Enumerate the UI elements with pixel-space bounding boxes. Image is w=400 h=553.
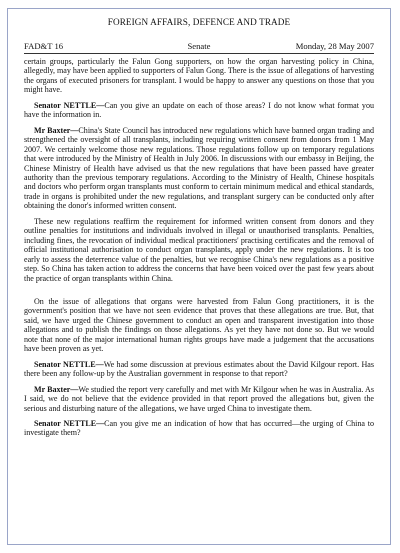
speaker-name: Mr Baxter— xyxy=(34,125,79,135)
transcript-paragraph xyxy=(24,360,374,379)
paragraph-text: We studied the report very carefully and met with Mr Kilgour when he was in Australia. As I said, we do not believe that the evidence provided in that report proved the allegations but, given the serious and disturbing nature of the allegations, we have urged China to investigate them. xyxy=(24,384,374,413)
paragraph-text: Can you give me an indication of how that has occurred—the urging of China to investigate them? xyxy=(24,418,374,438)
transcript-paragraph xyxy=(24,217,374,283)
transcript-paragraph xyxy=(24,57,374,95)
chamber-name: Senate xyxy=(187,41,211,51)
transcript-paragraph xyxy=(24,101,374,120)
speaker-name: Senator NETTLE— xyxy=(34,100,105,110)
speaker-name: Senator NETTLE— xyxy=(34,359,104,369)
paragraph-text: Can you give an update on each of those areas? I do not know what format you have the information in. xyxy=(24,100,374,120)
paragraph-text: certain groups, particularly the Falun Gong supporters, on how the organ harvesting policy in China, allegedly, may have been applied to supporters of Falun Gong. There is the issue of allegations of harvesting the organs of executed prisoners for transplant. I would be happy to answer any questions on those that you might have. xyxy=(24,57,374,95)
transcript-body xyxy=(24,57,374,444)
transcript-paragraph xyxy=(24,126,374,211)
paragraph-text: On the issue of allegations that organs were harvested from Falun Gong practitioners, it is the government's position that we have not seen evidence that proves that these allegations are true. But, that said, we have urged the Chinese government to conduct an open and transparent investigation into those allegations and to publish the findings on those allegations. As yet they have not done so. But we would note that none of the major international human rights groups have made a judgement that the accusations have been proven as yet. xyxy=(24,296,374,354)
committee-title: FOREIGN AFFAIRS, DEFENCE AND TRADE xyxy=(107,17,291,27)
paragraph-text: China's State Council has introduced new regulations which have banned organ trading and strengthened the oversight of all transplants, including requiring written consent from donors from 1 May 2007. We certainly welcome those new regulations. Those regulations follow up on temporary regulations that were introduced by the Ministry of Health in July 2006. In discussions with our embassy in Beijing, the Chinese Ministry of Health have advised us that the new regulations that have been passed have greater authority than the previous temporary regulations. According to the Ministry of Health, Chinese hospitals and doctors who perform organ transplants must conform to certain minimum medical and ethical standards, trade in organs is prohibited under the new regulations, and transplant surgery can be conducted only after obtaining the donor's informed written consent. xyxy=(24,125,374,211)
header-rule xyxy=(24,53,374,54)
transcript-paragraph xyxy=(24,385,374,413)
transcript-paragraph xyxy=(24,297,374,354)
document-page xyxy=(7,8,391,545)
page-reference: FAD&T 16 xyxy=(24,41,64,51)
hearing-date: Monday, 28 May 2007 xyxy=(295,41,374,51)
paragraph-text: We had some discussion at previous estimates about the David Kilgour report. Has there been any follow-up by the Australian government in response to that report? xyxy=(24,359,374,379)
transcript-paragraph xyxy=(24,419,374,438)
speaker-name: Senator NETTLE— xyxy=(34,418,105,428)
speaker-name: Mr Baxter— xyxy=(34,384,79,394)
paragraph-text: These new regulations reaffirm the requirement for informed written consent from donors and they outline penalties for institutions and individuals involved in illegal or unauthorised transplants. Penalties, including fines, the revocation of individual medical practitioners' practising certificates and the removal of official institutional authorisation to conduct organ transplants, apply under the new regulations. It is too early to assess the deterrence value of the penalties, but we recognise China's new regulations as a positive step. So China has taken action to address the concerns that have been voiced over the past few years about the practice of organ transplants within China. xyxy=(24,216,374,283)
